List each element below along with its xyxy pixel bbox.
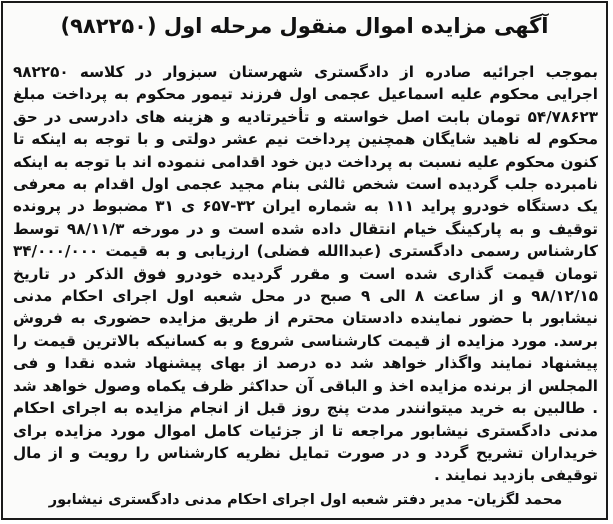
notice-frame <box>1 1 608 520</box>
notice-body: بموجب اجرائیه صادره از دادگستری شهرستان سبزوار در کلاسه ۹۸۲۲۵۰ اجرایی محکوم علیه اسماعیل عجمی اول فرزند تیمور محکوم به پرداخت مبلغ ۵۴/۷۸۶۲۳ تومان بابت اصل خواسته و تأخیرتادیه و هزینه های دادرسی در حق محکوم له ناهید شایگان همچنین پرداخت نیم عشر دولتی و با توجه به اینکه تا کنون محکوم علیه نسبت به پرداخت دین خود اقدامی ننموده اند با توجه به اینکه نامبرده جلب گردیده است شخص ثالثی بنام مجید عجمی اول اقدام به معرفی یک دستگاه خودرو پراید ۱۱۱ به شماره ایران ۳۲-۶۵۷ ی ۳۱ مضبوط در پرونده توقیف و به پارکینگ خیام انتقال داده شده است و در مورخه ۹۸/۱۱/۳ توسط کارشناس رسمی دادگستری (عبداالله فضلی) ارزیابی و به قیمت ۳۴/۰۰۰/۰۰۰ تومان قیمت گذاری شده است و مقرر گردیده خودرو فوق الذکر در تاریخ ۹۸/۱۲/۱۵ و از ساعت ۸ الی ۹ صبح در محل شعبه اول اجرای احکام مدنی نیشابور با حضور نماینده دادستان محترم از طریق مزایده حضوری به فروش برسد. مورد مزایده از قیمت کارشناسی شروع و به کسانیکه بالاترین قیمت را پیشنهاد نمایند واگذار خواهد شد ده درصد از بهای پیشنهاد شده نقدا و فی المجلس از برنده مزایده اخذ و الباقی آن حداکثر ظرف یکماه وصول خواهد شد . طالبین به خرید میتوانندر مدت پنج روز قبل از انجام مزایده به اجرای احکام مدنی دادگستری نیشابور مراجعه تا از جزئیات کامل اموال مورد مزایده برای خریداران تشریح گردد و در صورت تمایل نظریه کارشناس را رویت و از مال توقیفی بازدید نمایند . <box>13 63 598 485</box>
notice-title: آگهی مزایده اموال منقول مرحله اول (۹۸۲۲۵۰) <box>60 14 549 38</box>
notice-signature: محمد لگزیان- مدیر دفتر شعبه اول اجرای احکام مدنی دادگستری نیشابور <box>48 492 563 508</box>
